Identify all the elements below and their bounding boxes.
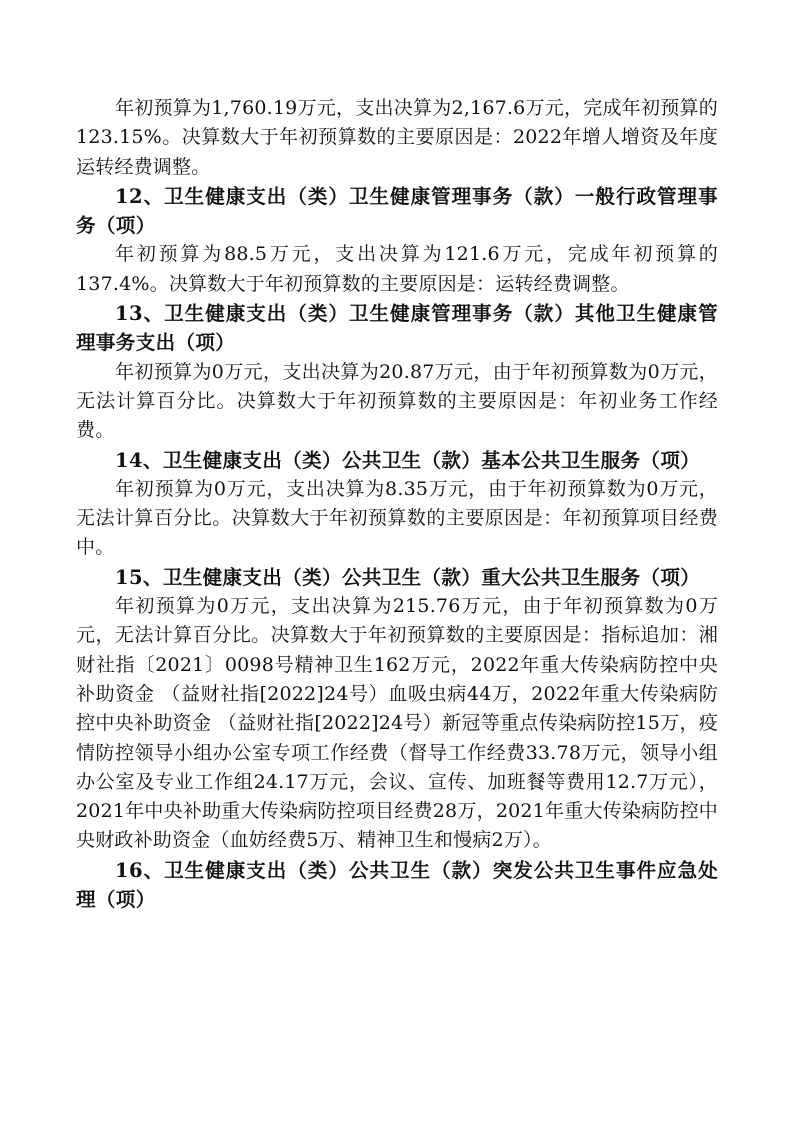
paragraph-item-15: 年初预算为0万元，支出决算为215.76万元，由于年初预算数为0万元，无法计算百分比。决算数大于年初预算数的主要原因是：指标追加：湘财社指〔2021〕0098号精神卫生162万元，2022年重大传染病防控中央补助资金 （益财社指[2022]24号）血吸虫病44万，2022年重大传染病防控中央补助资金 （益财社指[2022]24号）新冠等重点传染病防控15万，疫情防控领导小组办公室专项工作经费（督导工作经费33.78万元，领导小组办公室及专业工作组24.17万元，会议、宣传、加班餐等费用12.7万元），2021年中央补助重大传染病防控项目经费28万，2021年重大传染病防控中央财政补助资金（血妨经费5万、精神卫生和慢病2万）。 (76, 595, 718, 852)
heading-item-12: 12、卫生健康支出（类）卫生健康管理事务（款）一般行政管理事务（项） (76, 184, 718, 238)
paragraph-item-12: 年初预算为88.5万元，支出决算为121.6万元，完成年初预算的137.4%。决算数大于年初预算数的主要原因是：运转经费调整。 (76, 243, 718, 295)
heading-item-13: 13、卫生健康支出（类）卫生健康管理事务（款）其他卫生健康管理事务支出（项） (76, 302, 718, 355)
heading-item-15: 15、卫生健康支出（类）公共卫生（款）重大公共卫生服务（项） (115, 565, 701, 589)
paragraph-item-14: 年初预算为0万元，支出决算为8.35万元，由于年初预算数为0万元，无法计算百分比。决算数大于年初预算数的主要原因是：年初预算项目经费中。 (76, 477, 718, 559)
paragraph-item-13: 年初预算为0万元，支出决算为20.87万元，由于年初预算数为0万元，无法计算百分比。决算数大于年初预算数的主要原因是：年初业务工作经费。 (76, 360, 718, 442)
paragraph-general-affairs-budget: 年初预算为1,760.19万元，支出决算为2,167.6万元，完成年初预算的123.15%。决算数大于年初预算数的主要原因是：2022年增人增资及年度运转经费调整。 (76, 97, 718, 178)
heading-item-14: 14、卫生健康支出（类）公共卫生（款）基本公共卫生服务（项） (115, 448, 701, 472)
heading-item-16: 16、卫生健康支出（类）公共卫生（款）突发公共卫生事件应急处理（项） (76, 858, 718, 912)
document-page (76, 94, 718, 914)
